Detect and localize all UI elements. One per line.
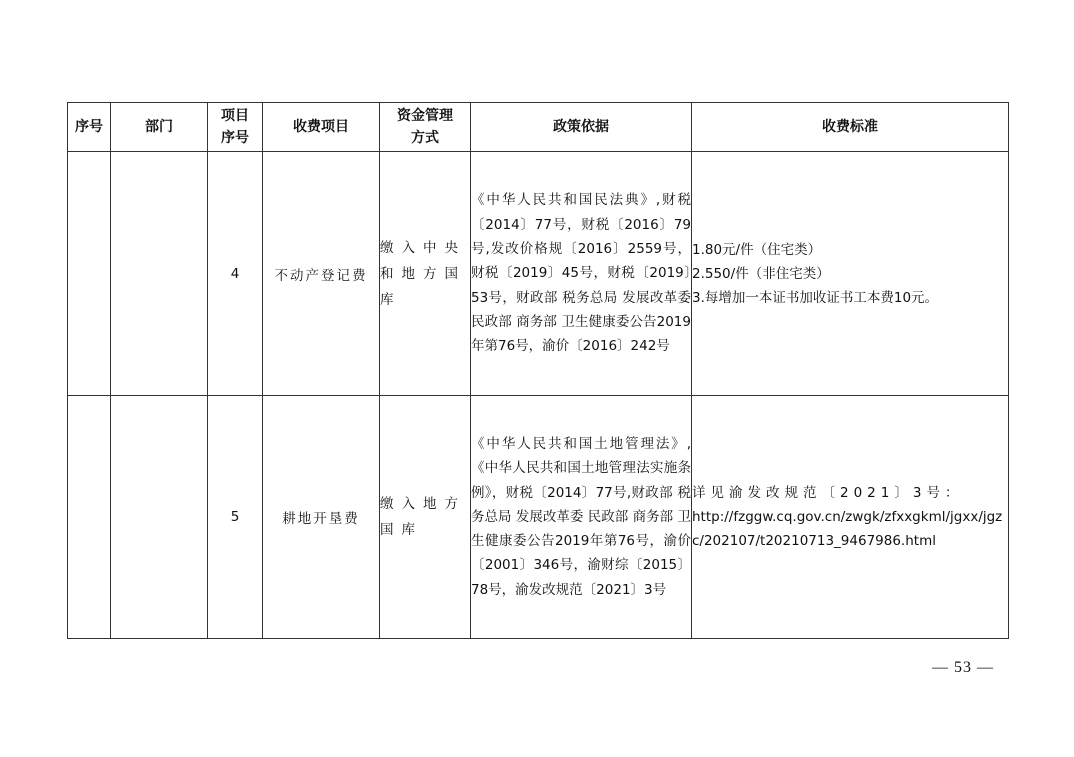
standard-line: 1.80元/件（住宅类） xyxy=(692,241,822,258)
table-row xyxy=(68,152,1009,396)
table-row xyxy=(68,396,1009,639)
cell-department xyxy=(111,152,208,396)
cell-item-number: 5 xyxy=(208,396,263,639)
header-item-number-line2: 序号 xyxy=(221,130,249,146)
header-department: 部门 xyxy=(111,103,208,152)
table-header-row xyxy=(68,103,1009,152)
cell-fee-item: 不动产登记费 xyxy=(263,152,380,396)
cell-fund-management: 缴入中央和地方国库 xyxy=(380,152,471,396)
header-fund-line1: 资金管理 xyxy=(397,108,453,124)
cell-seq xyxy=(68,396,111,639)
standard-line: 3.每增加一本证书加收证书工本费10元。 xyxy=(692,289,939,306)
header-item-number xyxy=(208,103,263,152)
cell-fee-item: 耕地开垦费 xyxy=(263,396,380,639)
cell-fee-standard xyxy=(692,396,1009,639)
cell-fund-management: 缴入地方国库 xyxy=(380,396,471,639)
header-seq: 序号 xyxy=(68,103,111,152)
header-item-number-line1: 项目 xyxy=(221,108,249,124)
cell-department xyxy=(111,396,208,639)
header-fee-item: 收费项目 xyxy=(263,103,380,152)
header-policy-basis: 政策依据 xyxy=(471,103,692,152)
header-fund-line2: 方式 xyxy=(411,130,439,146)
cell-policy-basis: 《中华人民共和国土地管理法》,《中华人民共和国土地管理法实施条例》，财税〔2014〕77号,财政部 税务总局 发展改革委 民政部 商务部 卫生健康委公告2019年第76号，渝价〔2001〕346号，渝财综〔2015〕78号，渝发改规范〔2021〕3号 xyxy=(471,396,692,639)
header-fee-standard: 收费标准 xyxy=(692,103,1009,152)
standard-line: 2.550/件（非住宅类） xyxy=(692,265,830,282)
header-fund-management xyxy=(380,103,471,152)
cell-seq xyxy=(68,152,111,396)
cell-policy-basis: 《中华人民共和国民法典》,财税〔2014〕77号，财税〔2016〕79号,发改价格规〔2016〕2559号，财税〔2019〕45号，财税〔2019〕53号，财政部 税务总局 发展改革委 民政部 商务部 卫生健康委公告2019年第76号，渝价〔2016〕242号 xyxy=(471,152,692,396)
fee-table xyxy=(67,102,1009,639)
cell-item-number: 4 xyxy=(208,152,263,396)
cell-fee-standard xyxy=(692,152,1009,396)
page-number: — 53 — xyxy=(932,659,994,676)
standard-url[interactable]: http://fzggw.cq.gov.cn/zwgk/zfxxgkml/jgxx/jgzc/202107/t20210713_9467986.html xyxy=(692,509,1003,549)
standard-reference: 详见渝发改规范〔2021〕3号： xyxy=(692,485,964,501)
